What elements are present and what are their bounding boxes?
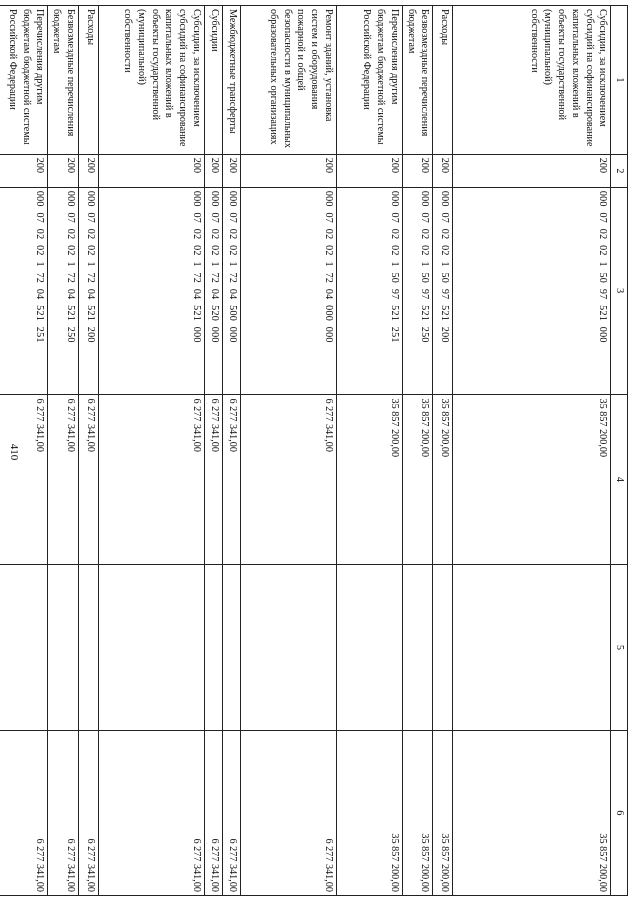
table-row bbox=[222, 6, 240, 896]
row-amount-col4-cell: 6 277 341,00 bbox=[78, 394, 98, 565]
row-name-cell: Ремонт зданий, установка систем и оборудования пожарной и общей безопасности в муниципальных образовательных организациях bbox=[240, 6, 336, 155]
table-row bbox=[433, 6, 453, 896]
row-column2-cell: 200 bbox=[433, 154, 453, 187]
row-name-cell: Субсидии, за исключением субсидий на софинансирование капитальных вложений в объекты государственной (муниципальной) собственности bbox=[453, 6, 611, 155]
row-name-cell: Расходы bbox=[433, 6, 453, 155]
row-amount-col6-cell: 35 857 200,00 bbox=[433, 730, 453, 895]
row-column2-cell: 200 bbox=[240, 154, 336, 187]
budget-table bbox=[0, 5, 628, 896]
row-amount-col4-cell: 35 857 200,00 bbox=[402, 394, 433, 565]
row-name-cell: Безвозмездные перечисления бюджетам bbox=[48, 6, 79, 155]
column-header-4: 4 bbox=[611, 394, 628, 565]
row-code-cell: 000 07 02 02 1 72 04 521 000 bbox=[98, 187, 204, 394]
table-row bbox=[98, 6, 204, 896]
row-code-cell: 000 07 02 02 1 72 04 521 200 bbox=[78, 187, 98, 394]
table-row bbox=[0, 6, 48, 896]
row-name-cell: Субсидии, за исключением субсидий на софинансирование капитальных вложений в объекты государственной (муниципальной) собственности bbox=[98, 6, 204, 155]
table-row bbox=[78, 6, 98, 896]
row-name-cell: Расходы bbox=[78, 6, 98, 155]
row-amount-col5-cell bbox=[204, 565, 222, 730]
row-name-cell: Межбюджетные трансферты bbox=[222, 6, 240, 155]
row-amount-col4-cell: 6 277 341,00 bbox=[222, 394, 240, 565]
row-code-cell: 000 07 02 02 1 72 04 520 000 bbox=[204, 187, 222, 394]
row-amount-col5-cell bbox=[222, 565, 240, 730]
row-amount-col4-cell: 35 857 200,00 bbox=[453, 394, 611, 565]
row-column2-cell: 200 bbox=[98, 154, 204, 187]
row-column2-cell: 200 bbox=[453, 154, 611, 187]
row-amount-col5-cell bbox=[98, 565, 204, 730]
row-column2-cell: 200 bbox=[204, 154, 222, 187]
row-amount-col4-cell: 6 277 341,00 bbox=[0, 394, 48, 565]
column-header-3: 3 bbox=[611, 187, 628, 394]
column-header-6: 6 bbox=[611, 730, 628, 895]
row-column2-cell: 200 bbox=[78, 154, 98, 187]
row-amount-col5-cell bbox=[433, 565, 453, 730]
table-row bbox=[453, 6, 611, 896]
row-amount-col5-cell bbox=[453, 565, 611, 730]
row-amount-col6-cell: 6 277 341,00 bbox=[204, 730, 222, 895]
row-amount-col6-cell: 6 277 341,00 bbox=[222, 730, 240, 895]
row-code-cell: 000 07 02 02 1 50 97 521 251 bbox=[336, 187, 402, 394]
row-name-cell: Безвозмездные перечисления бюджетам bbox=[402, 6, 433, 155]
row-amount-col5-cell bbox=[78, 565, 98, 730]
table-row bbox=[336, 6, 402, 896]
rotated-table-wrapper bbox=[6, 5, 640, 892]
row-code-cell: 000 07 02 02 1 72 04 500 000 bbox=[222, 187, 240, 394]
row-code-cell: 000 07 02 02 1 50 97 521 000 bbox=[453, 187, 611, 394]
table-row bbox=[402, 6, 433, 896]
row-column2-cell: 200 bbox=[0, 154, 48, 187]
row-amount-col6-cell: 6 277 341,00 bbox=[98, 730, 204, 895]
table-row bbox=[204, 6, 222, 896]
row-code-cell: 000 07 02 02 1 72 04 521 251 bbox=[0, 187, 48, 394]
row-amount-col6-cell: 35 857 200,00 bbox=[402, 730, 433, 895]
row-column2-cell: 200 bbox=[402, 154, 433, 187]
row-name-cell: Перечисления другим бюджетам бюджетной системы Российской Федерации bbox=[0, 6, 48, 155]
row-name-cell: Субсидии bbox=[204, 6, 222, 155]
row-code-cell: 000 07 02 02 1 50 97 521 200 bbox=[433, 187, 453, 394]
row-amount-col4-cell: 6 277 341,00 bbox=[48, 394, 79, 565]
row-column2-cell: 200 bbox=[222, 154, 240, 187]
table-row bbox=[48, 6, 79, 896]
row-amount-col4-cell: 6 277 341,00 bbox=[98, 394, 204, 565]
page-number: 410 bbox=[8, 443, 20, 461]
row-amount-col5-cell bbox=[336, 565, 402, 730]
table-container bbox=[6, 5, 628, 896]
row-amount-col4-cell: 35 857 200,00 bbox=[433, 394, 453, 565]
row-column2-cell: 200 bbox=[48, 154, 79, 187]
column-header-1: 1 bbox=[611, 6, 628, 155]
row-amount-col4-cell: 6 277 341,00 bbox=[204, 394, 222, 565]
row-amount-col5-cell bbox=[402, 565, 433, 730]
row-name-cell: Перечисления другим бюджетам бюджетной системы Российской Федерации bbox=[336, 6, 402, 155]
row-amount-col6-cell: 35 857 200,00 bbox=[453, 730, 611, 895]
row-amount-col6-cell: 6 277 341,00 bbox=[0, 730, 48, 895]
row-amount-col5-cell bbox=[240, 565, 336, 730]
row-amount-col6-cell: 6 277 341,00 bbox=[78, 730, 98, 895]
column-header-5: 5 bbox=[611, 565, 628, 730]
column-header-2: 2 bbox=[611, 154, 628, 187]
row-code-cell: 000 07 02 02 1 72 04 000 000 bbox=[240, 187, 336, 394]
row-amount-col6-cell: 35 857 200,00 bbox=[336, 730, 402, 895]
row-amount-col4-cell: 35 857 200,00 bbox=[336, 394, 402, 565]
row-amount-col5-cell bbox=[0, 565, 48, 730]
row-code-cell: 000 07 02 02 1 72 04 521 250 bbox=[48, 187, 79, 394]
row-amount-col5-cell bbox=[48, 565, 79, 730]
header-row bbox=[611, 6, 628, 896]
row-amount-col6-cell: 6 277 341,00 bbox=[48, 730, 79, 895]
row-column2-cell: 200 bbox=[336, 154, 402, 187]
row-amount-col4-cell: 6 277 341,00 bbox=[240, 394, 336, 565]
table-row bbox=[240, 6, 336, 896]
row-amount-col6-cell: 6 277 341,00 bbox=[240, 730, 336, 895]
row-code-cell: 000 07 02 02 1 50 97 521 250 bbox=[402, 187, 433, 394]
